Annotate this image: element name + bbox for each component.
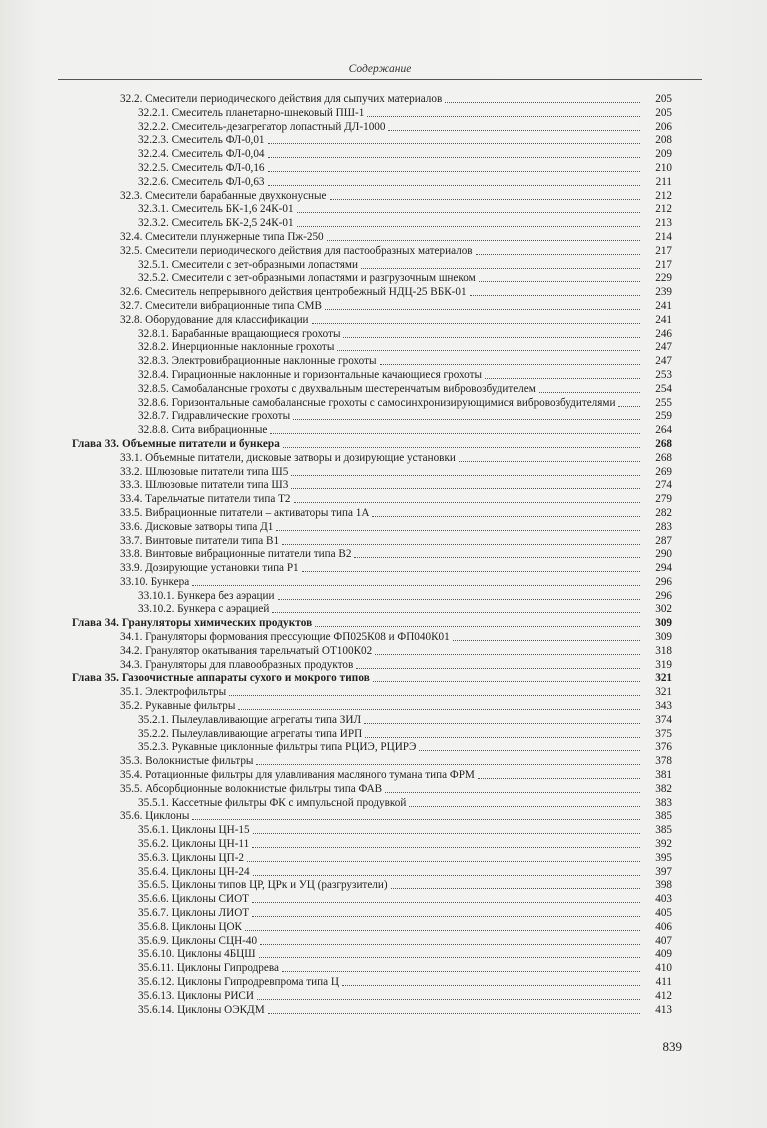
toc-page-number: 212 <box>655 189 672 202</box>
toc-entry <box>0 383 767 397</box>
toc-entry <box>0 452 767 466</box>
toc-page-number: 213 <box>655 217 672 230</box>
toc-entry <box>0 659 767 673</box>
toc-entry-title: 35.6.13. Циклоны РИСИ <box>138 989 254 1002</box>
toc-entry-title: 33.5. Вибрационные питатели – активаторы типа 1А <box>120 506 370 519</box>
toc-dot-leader <box>272 612 640 613</box>
toc-page-number: 283 <box>655 520 672 533</box>
toc-entry-title: 33.9. Дозирующие установки типа Р1 <box>120 562 299 575</box>
toc-entry <box>0 948 767 962</box>
toc-entry-title: 35.4. Ротационные фильтры для улавливания масляного тумана типа ФРМ <box>120 769 475 782</box>
toc-entry-title: 35.5. Абсорбционные волокнистые фильтры типа ФАВ <box>120 782 383 795</box>
toc-dot-leader <box>391 888 640 889</box>
toc-entry-title: 32.8.4. Гирационные наклонные и горизонтальные качающиеся грохоты <box>138 368 483 381</box>
toc-dot-leader <box>291 488 640 489</box>
toc-dot-leader <box>192 585 640 586</box>
toc-page-number: 264 <box>655 424 672 437</box>
toc-dot-leader <box>268 171 640 172</box>
toc-dot-leader <box>312 323 640 324</box>
toc-page-number: 229 <box>655 272 672 285</box>
toc-page-number: 274 <box>655 479 672 492</box>
toc-page-number: 247 <box>655 341 672 354</box>
toc-entry <box>0 893 767 907</box>
toc-entry <box>0 314 767 328</box>
toc-dot-leader <box>343 337 640 338</box>
toc-dot-leader <box>470 295 640 296</box>
toc-page-number: 241 <box>655 299 672 312</box>
toc-entry <box>0 810 767 824</box>
toc-page-number: 254 <box>655 382 672 395</box>
toc-entry <box>0 272 767 286</box>
toc-entry <box>0 93 767 107</box>
toc-entry-title: 32.5.1. Смесители с зет-образными лопастями <box>138 258 358 271</box>
toc-entry <box>0 976 767 990</box>
toc-page-number: 294 <box>655 562 672 575</box>
toc-page-number: 255 <box>655 396 672 409</box>
toc-page-number: 241 <box>655 313 672 326</box>
toc-dot-leader <box>445 102 640 103</box>
toc-entry-title: 32.5.2. Смесители с зет-образными лопастями и разгрузочным шнеком <box>138 272 476 285</box>
toc-dot-leader <box>297 226 640 227</box>
toc-page-number: 205 <box>655 106 672 119</box>
toc-dot-leader <box>268 1013 640 1014</box>
toc-page-number: 397 <box>655 865 672 878</box>
toc-entry-title: 33.1. Объемные питатели, дисковые затворы и дозирующие установки <box>120 451 456 464</box>
toc-page-number: 269 <box>655 465 672 478</box>
toc-page-number: 385 <box>655 824 672 837</box>
toc-entry-title: 32.8.3. Электровибрационные наклонные грохоты <box>138 355 377 368</box>
running-title: Содержание <box>348 63 412 75</box>
toc-dot-leader <box>364 723 640 724</box>
toc-entry-title: 33.2. Шлюзовые питатели типа Ш5 <box>120 465 289 478</box>
toc-entry <box>0 300 767 314</box>
toc-entry <box>0 397 767 411</box>
toc-dot-leader <box>253 833 640 834</box>
toc-entry <box>0 562 767 576</box>
toc-entry <box>0 521 767 535</box>
toc-entry <box>0 866 767 880</box>
toc-dot-leader <box>268 185 640 186</box>
toc-page-number: 411 <box>655 976 672 988</box>
toc-dot-leader <box>245 930 640 931</box>
toc-entry <box>0 369 767 383</box>
toc-entry-title: 32.2.2. Смеситель-дезагрегатор лопастный ДЛ-1000 <box>138 120 386 133</box>
toc-dot-leader <box>325 309 640 310</box>
toc-page-number: 392 <box>655 838 672 851</box>
toc-dot-leader <box>354 557 640 558</box>
toc-page-number: 212 <box>655 203 672 216</box>
toc-entry <box>0 783 767 797</box>
toc-dot-leader <box>268 157 640 158</box>
toc-entry-title: 32.2.1. Смеситель планетарно-шнековый ПШ-1 <box>138 106 365 119</box>
toc-entry <box>0 962 767 976</box>
toc-entry-title: 35.6.12. Циклоны Гипродревпрома типа Ц <box>138 976 339 988</box>
toc-dot-leader <box>330 199 640 200</box>
toc-page-number: 209 <box>655 148 672 161</box>
toc-entry <box>0 548 767 562</box>
toc-page-number: 217 <box>655 258 672 271</box>
toc-page-number: 302 <box>655 603 672 616</box>
toc-page-number: 395 <box>655 851 672 864</box>
toc-page-number: 410 <box>655 962 672 975</box>
toc-entry-title: 35.3. Волокнистые фильтры <box>120 755 254 768</box>
toc-page-number: 412 <box>655 989 672 1002</box>
toc-dot-leader <box>342 985 640 986</box>
toc-entry-title: 33.7. Винтовые питатели типа В1 <box>120 534 280 547</box>
toc-entry <box>0 921 767 935</box>
toc-entry <box>0 824 767 838</box>
toc-page-number: 376 <box>655 741 672 754</box>
toc-entry <box>0 162 767 176</box>
toc-page-number: 268 <box>655 451 672 464</box>
toc-page-number: 321 <box>655 672 672 685</box>
toc-dot-leader <box>459 461 640 462</box>
toc-dot-leader <box>257 999 640 1000</box>
toc-entry <box>0 603 767 617</box>
toc-entry-title: 35.6.6. Циклоны СИОТ <box>138 893 249 906</box>
toc-dot-leader <box>479 281 640 282</box>
toc-entry <box>0 838 767 852</box>
toc-dot-leader <box>380 364 640 365</box>
toc-entry <box>0 535 767 549</box>
toc-entry-title: 33.10.2. Бункера с аэрацией <box>138 603 270 616</box>
toc-page-number: 211 <box>655 175 672 188</box>
toc-dot-leader <box>297 212 640 213</box>
toc-entry-title: 35.6. Циклоны <box>120 810 190 823</box>
toc-entry-title: 32.7. Смесители вибрационные типа СМВ <box>120 299 322 312</box>
toc-page-number: 318 <box>655 644 672 657</box>
toc-dot-leader <box>238 709 640 710</box>
toc-page-number: 206 <box>655 120 672 133</box>
toc-page-number: 282 <box>655 506 672 519</box>
toc-page-number: 385 <box>655 810 672 823</box>
toc-page-number: 296 <box>655 589 672 602</box>
toc-entry <box>0 231 767 245</box>
toc-entry-title: 35.6.3. Циклоны ЦП-2 <box>138 851 245 864</box>
toc-dot-leader <box>361 268 640 269</box>
toc-page-number: 321 <box>655 686 672 699</box>
toc-entry-title: Глава 34. Грануляторы химических продуктов <box>72 617 313 630</box>
toc-entry <box>0 797 767 811</box>
toc-page-number: 374 <box>655 713 672 726</box>
toc-entry <box>0 148 767 162</box>
toc-entry-title: 34.3. Грануляторы для плавообразных продуктов <box>120 658 354 671</box>
toc-dot-leader <box>252 916 640 917</box>
toc-entry-title: 35.6.4. Циклоны ЦН-24 <box>138 865 250 878</box>
toc-page-number: 268 <box>655 437 672 450</box>
toc-entry-title: 32.2. Смесители периодического действия для сыпучих материалов <box>120 93 443 105</box>
toc-dot-leader <box>192 819 640 820</box>
toc-dot-leader <box>367 116 640 117</box>
toc-entry-title: 32.6. Смеситель непрерывного действия центробежный НДЦ-25 ВБК-01 <box>120 286 467 299</box>
toc-dot-leader <box>478 778 640 779</box>
toc-entry-title: 32.2.5. Смеситель ФЛ-0,16 <box>138 161 265 174</box>
toc-page-number: 309 <box>655 631 672 644</box>
toc-dot-leader <box>252 847 640 848</box>
toc-dot-leader <box>252 902 640 903</box>
toc-dot-leader <box>247 861 640 862</box>
toc-page-number: 239 <box>655 286 672 299</box>
toc-page-number: 343 <box>655 700 672 713</box>
toc-entry-title: 35.6.9. Циклоны СЦН-40 <box>138 934 258 947</box>
toc-entry-title: 32.8.8. Сита вибрационные <box>138 424 268 437</box>
toc-dot-leader <box>385 792 640 793</box>
toc-entry-title: 33.4. Тарельчатые питатели типа Т2 <box>120 493 291 506</box>
toc-entry-title: 35.6.8. Циклоны ЦОК <box>138 920 243 933</box>
toc-entry-title: 35.6.1. Циклоны ЦН-15 <box>138 824 250 837</box>
toc-entry-title: 32.5. Смесители периодического действия для пастообразных материалов <box>120 244 473 257</box>
toc-entry-title: 34.2. Гранулятор окатывания тарельчатый ОТ100К02 <box>120 644 373 657</box>
toc-entry <box>0 479 767 493</box>
toc-dot-leader <box>229 695 640 696</box>
toc-dot-leader <box>356 668 640 669</box>
toc-page-number: 403 <box>655 893 672 906</box>
toc-entry <box>0 424 767 438</box>
toc-dot-leader <box>282 971 640 972</box>
toc-dot-leader <box>419 750 640 751</box>
toc-page-number: 405 <box>655 907 672 920</box>
toc-page-number: 287 <box>655 534 672 547</box>
toc-dot-leader <box>539 392 640 393</box>
toc-entry-title: 32.3. Смесители барабанные двухконусные <box>120 189 327 202</box>
toc-entry-title: 32.3.1. Смеситель БК-1,6 24К-01 <box>138 203 294 216</box>
toc-page-number: 319 <box>655 658 672 671</box>
toc-entry <box>0 466 767 480</box>
toc-entry <box>0 741 767 755</box>
toc-entry-title: 33.6. Дисковые затворы типа Д1 <box>120 520 274 533</box>
toc-page-number: 375 <box>655 727 672 740</box>
toc-entry-title: 34.1. Грануляторы формования прессующие ФП025К08 и ФП040К01 <box>120 631 450 644</box>
toc-dot-leader <box>388 130 640 131</box>
toc-page-number: 259 <box>655 410 672 423</box>
toc-page-number: 309 <box>655 617 672 630</box>
toc-dot-leader <box>259 957 640 958</box>
toc-entry-title: 35.6.5. Циклоны типов ЦР, ЦРк и УЦ (разгрузители) <box>138 879 388 892</box>
toc-entry <box>0 576 767 590</box>
toc-entry-title: 32.8. Оборудование для классификации <box>120 313 309 326</box>
toc-entry <box>0 590 767 604</box>
toc-entry-title: 32.8.5. Самобалансные грохоты с двухвальным шестеренчатым вибровозбудителем <box>138 382 536 395</box>
toc-page-number: 279 <box>655 493 672 506</box>
toc-page-number: 246 <box>655 327 672 340</box>
toc-page-number: 296 <box>655 575 672 588</box>
toc-chapter-entry <box>0 617 767 631</box>
toc-page-number: 217 <box>655 244 672 257</box>
toc-entry <box>0 700 767 714</box>
toc-dot-leader <box>453 640 640 641</box>
toc-entry <box>0 134 767 148</box>
toc-entry <box>0 755 767 769</box>
toc-dot-leader <box>293 419 640 420</box>
toc-dot-leader <box>372 516 640 517</box>
toc-entry <box>0 645 767 659</box>
toc-page-number: 247 <box>655 355 672 368</box>
toc-dot-leader <box>409 806 640 807</box>
toc-entry-title: 35.2. Рукавные фильтры <box>120 700 236 713</box>
toc-entry <box>0 203 767 217</box>
toc-entry <box>0 341 767 355</box>
toc-entry-title: 33.8. Винтовые вибрационные питатели типа В2 <box>120 548 352 561</box>
toc-entry <box>0 107 767 121</box>
toc-page-number: 208 <box>655 134 672 147</box>
toc-page-number: 205 <box>655 93 672 105</box>
toc-entry-title: Глава 33. Объемные питатели и бункера <box>72 437 280 450</box>
toc-page-number: 383 <box>655 796 672 809</box>
toc-dot-leader <box>256 764 640 765</box>
toc-entry <box>0 259 767 273</box>
toc-entry-title: 32.2.3. Смеситель ФЛ-0,01 <box>138 134 265 147</box>
toc-entry-title: 35.2.1. Пылеулавливающие агрегаты типа ЗИЛ <box>138 713 362 726</box>
toc-entry <box>0 631 767 645</box>
toc-chapter-entry <box>0 438 767 452</box>
toc-entry <box>0 493 767 507</box>
toc-dot-leader <box>337 350 640 351</box>
toc-entry-title: 33.10.1. Бункера без аэрации <box>138 589 275 602</box>
page-number: 839 <box>662 1039 682 1054</box>
toc-chapter-entry <box>0 672 767 686</box>
toc-dot-leader <box>618 406 640 407</box>
toc-dot-leader <box>283 447 640 448</box>
toc-entry <box>0 990 767 1004</box>
toc-page-number: 378 <box>655 755 672 768</box>
toc-page-number: 210 <box>655 161 672 174</box>
toc-entry-title: 35.5.1. Кассетные фильтры ФК с импульсной продувкой <box>138 796 407 809</box>
toc-entry-title: 35.6.2. Циклоны ЦН-11 <box>138 838 250 851</box>
toc-entry-title: 35.6.10. Циклоны 4БЦШ <box>138 948 256 961</box>
toc-entry <box>0 410 767 424</box>
toc-page-number: 406 <box>655 920 672 933</box>
toc-page-number: 214 <box>655 230 672 243</box>
toc-page-number: 382 <box>655 782 672 795</box>
toc-entry <box>0 507 767 521</box>
toc-entry-title: 35.6.7. Циклоны ЛИОТ <box>138 907 250 920</box>
toc-dot-leader <box>268 143 640 144</box>
toc-entry <box>0 769 767 783</box>
toc-entry-title: 35.6.14. Циклоны ОЭКДМ <box>138 1003 265 1016</box>
toc-entry <box>0 935 767 949</box>
toc-page-number: 381 <box>655 769 672 782</box>
toc-dot-leader <box>260 944 640 945</box>
toc-entry-title: 33.10. Бункера <box>120 575 190 588</box>
toc-entry-title: 32.4. Смесители плунжерные типа Пж-250 <box>120 230 324 243</box>
toc-entry-title: 35.1. Электрофильтры <box>120 686 227 699</box>
toc-dot-leader <box>270 433 640 434</box>
toc-entry-title: 32.8.1. Барабанные вращающиеся грохоты <box>138 327 341 340</box>
toc-dot-leader <box>253 875 640 876</box>
toc-entry <box>0 176 767 190</box>
toc-dot-leader <box>294 502 640 503</box>
toc-dot-leader <box>375 654 640 655</box>
toc-dot-leader <box>373 681 640 682</box>
toc-entry <box>0 328 767 342</box>
toc-entry-title: 35.2.2. Пылеулавливающие агрегаты типа ИРП <box>138 727 363 740</box>
toc-entry-title: 35.2.3. Рукавные циклонные фильтры типа РЦИЭ, РЦИРЭ <box>138 741 417 754</box>
toc-dot-leader <box>278 599 640 600</box>
toc-entry-title: 32.2.4. Смеситель ФЛ-0,04 <box>138 148 265 161</box>
toc-page-number: 409 <box>655 948 672 961</box>
toc-entry-title: 35.6.11. Циклоны Гипродрева <box>138 962 279 975</box>
toc-page-number: 290 <box>655 548 672 561</box>
toc-entry <box>0 286 767 300</box>
toc-entry <box>0 245 767 259</box>
toc-entry-title: 32.3.2. Смеситель БК-2,5 24К-01 <box>138 217 294 230</box>
toc-dot-leader <box>282 544 640 545</box>
toc-entry-title: Глава 35. Газоочистные аппараты сухого и мокрого типов <box>72 672 370 685</box>
toc-dot-leader <box>291 475 640 476</box>
toc-dot-leader <box>327 240 640 241</box>
toc-dot-leader <box>485 378 640 379</box>
toc-dot-leader <box>302 571 640 572</box>
toc-entry-title: 32.8.7. Гидравлические грохоты <box>138 410 291 423</box>
toc-page-number: 413 <box>655 1003 672 1016</box>
toc-entry <box>0 1004 767 1018</box>
toc-dot-leader <box>315 626 640 627</box>
toc-entry <box>0 714 767 728</box>
toc-entry <box>0 852 767 866</box>
toc-entry-title: 32.2.6. Смеситель ФЛ-0,63 <box>138 175 265 188</box>
toc-entry <box>0 879 767 893</box>
toc-entry <box>0 355 767 369</box>
table-of-contents <box>0 93 767 1017</box>
toc-entry-title: 33.3. Шлюзовые питатели типа Ш3 <box>120 479 289 492</box>
toc-dot-leader <box>476 254 640 255</box>
toc-entry <box>0 907 767 921</box>
toc-entry <box>0 217 767 231</box>
toc-entry <box>0 190 767 204</box>
toc-entry <box>0 686 767 700</box>
toc-page-number: 253 <box>655 368 672 381</box>
toc-page-number: 407 <box>655 934 672 947</box>
toc-dot-leader <box>276 530 640 531</box>
toc-dot-leader <box>365 737 640 738</box>
header-rule <box>58 79 702 80</box>
toc-page-number: 398 <box>655 879 672 892</box>
toc-entry-title: 32.8.6. Горизонтальные самобалансные грохоты с самосинхронизирующимися вибровозбудителями <box>138 396 616 409</box>
toc-entry <box>0 728 767 742</box>
toc-entry-title: 32.8.2. Инерционные наклонные грохоты <box>138 341 335 354</box>
toc-entry <box>0 121 767 135</box>
